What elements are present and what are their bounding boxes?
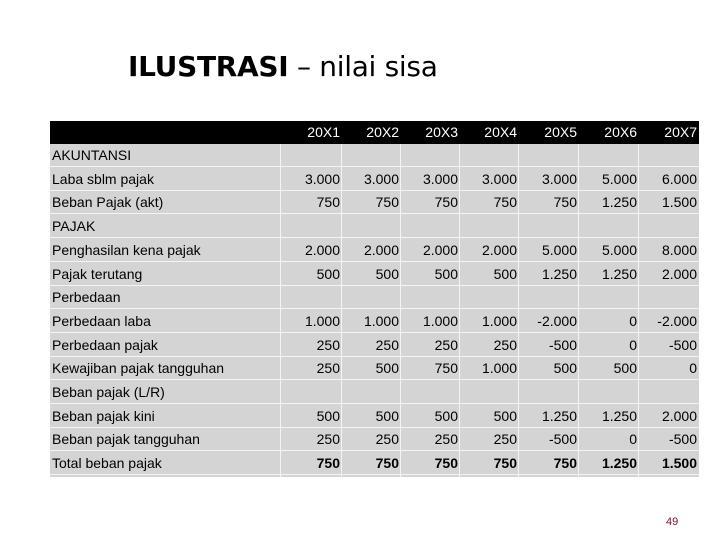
value-cell: 250 bbox=[316, 360, 340, 377]
value-cell: 5.000 bbox=[601, 170, 637, 187]
value-cell: 2.000 bbox=[661, 407, 697, 424]
row-label: Beban pajak kini bbox=[52, 407, 155, 424]
table-row bbox=[50, 405, 699, 428]
value-cell: 0 bbox=[629, 431, 637, 448]
value-cell: 750 bbox=[316, 455, 340, 472]
row-label: Laba sblm pajak bbox=[52, 170, 154, 187]
value-cell: -500 bbox=[668, 431, 697, 448]
section-header-row bbox=[50, 381, 699, 404]
value-cell: 3.000 bbox=[304, 170, 340, 187]
value-cell: 750 bbox=[553, 455, 577, 472]
value-cell: 6.000 bbox=[661, 170, 697, 187]
value-cell: 250 bbox=[434, 336, 458, 353]
value-cell: 750 bbox=[375, 194, 399, 211]
tax-illustration-table bbox=[50, 121, 699, 477]
row-label: Perbedaan laba bbox=[52, 312, 151, 329]
row-label: Pajak terutang bbox=[52, 265, 143, 282]
value-cell: -500 bbox=[668, 336, 697, 353]
value-cell: 1.000 bbox=[304, 312, 340, 329]
row-label: Perbedaan pajak bbox=[52, 336, 158, 353]
value-cell: 750 bbox=[493, 194, 517, 211]
value-cell: 2.000 bbox=[304, 241, 340, 258]
table-row bbox=[50, 310, 699, 333]
value-cell: 1.250 bbox=[541, 407, 577, 424]
column-header: 20X1 bbox=[307, 124, 340, 140]
value-cell: 1.500 bbox=[661, 455, 697, 472]
table-row bbox=[50, 191, 699, 214]
value-cell: 1.250 bbox=[601, 455, 637, 472]
value-cell: 500 bbox=[613, 360, 637, 377]
row-label: Beban pajak tangguhan bbox=[52, 431, 200, 448]
value-cell: -2.000 bbox=[537, 312, 577, 329]
value-cell: 1.000 bbox=[363, 312, 399, 329]
table-row bbox=[50, 428, 699, 451]
value-cell: 500 bbox=[375, 360, 399, 377]
title-sub: – nilai sisa bbox=[288, 50, 438, 83]
row-label: Total beban pajak bbox=[52, 455, 162, 472]
value-cell: 0 bbox=[689, 360, 697, 377]
column-header: 20X4 bbox=[484, 124, 517, 140]
value-cell: 1.250 bbox=[601, 265, 637, 282]
slide-title bbox=[128, 50, 438, 83]
column-header: 20X7 bbox=[664, 124, 697, 140]
section-label: PAJAK bbox=[52, 218, 96, 235]
value-cell: 750 bbox=[434, 194, 458, 211]
column-header: 20X2 bbox=[366, 124, 399, 140]
value-cell: 500 bbox=[553, 360, 577, 377]
row-label: Kewajiban pajak tangguhan bbox=[52, 360, 225, 377]
value-cell: 250 bbox=[375, 336, 399, 353]
value-cell: 8.000 bbox=[661, 241, 697, 258]
value-cell: 500 bbox=[375, 407, 399, 424]
table-row bbox=[50, 452, 699, 475]
table-row bbox=[50, 263, 699, 286]
value-cell: 750 bbox=[316, 194, 340, 211]
value-cell: 500 bbox=[316, 407, 340, 424]
value-cell: 250 bbox=[493, 431, 517, 448]
value-cell: 500 bbox=[316, 265, 340, 282]
section-header-row bbox=[50, 144, 699, 167]
page-number: 49 bbox=[666, 516, 679, 528]
value-cell: -2.000 bbox=[657, 312, 697, 329]
value-cell: 3.000 bbox=[481, 170, 517, 187]
section-header-row bbox=[50, 215, 699, 238]
value-cell: 250 bbox=[434, 431, 458, 448]
column-header: 20X3 bbox=[425, 124, 458, 140]
value-cell: 5.000 bbox=[601, 241, 637, 258]
value-cell: 500 bbox=[434, 265, 458, 282]
column-header: 20X6 bbox=[604, 124, 637, 140]
value-cell: 500 bbox=[493, 407, 517, 424]
value-cell: 1.000 bbox=[481, 360, 517, 377]
value-cell: 500 bbox=[434, 407, 458, 424]
value-cell: -500 bbox=[548, 431, 577, 448]
value-cell: 0 bbox=[629, 336, 637, 353]
value-cell: 500 bbox=[375, 265, 399, 282]
value-cell: 1.250 bbox=[601, 407, 637, 424]
value-cell: 1.250 bbox=[601, 194, 637, 211]
row-label: Beban Pajak (akt) bbox=[52, 194, 164, 211]
table-row bbox=[50, 334, 699, 357]
value-cell: 1.000 bbox=[422, 312, 458, 329]
table-header-row bbox=[50, 121, 699, 144]
section-label: AKUNTANSI bbox=[52, 147, 132, 163]
value-cell: 3.000 bbox=[422, 170, 458, 187]
title-main: ILUSTRASI bbox=[128, 50, 289, 83]
table-row bbox=[50, 239, 699, 262]
value-cell: 2.000 bbox=[422, 241, 458, 258]
value-cell: 250 bbox=[316, 336, 340, 353]
value-cell: 3.000 bbox=[541, 170, 577, 187]
value-cell: 1.250 bbox=[541, 265, 577, 282]
value-cell: 2.000 bbox=[481, 241, 517, 258]
value-cell: 3.000 bbox=[363, 170, 399, 187]
value-cell: 250 bbox=[493, 336, 517, 353]
value-cell: 750 bbox=[493, 455, 517, 472]
value-cell: 750 bbox=[553, 194, 577, 211]
value-cell: 1.000 bbox=[481, 312, 517, 329]
value-cell: 2.000 bbox=[661, 265, 697, 282]
table-row bbox=[50, 357, 699, 380]
value-cell: 2.000 bbox=[363, 241, 399, 258]
value-cell: -500 bbox=[548, 336, 577, 353]
section-label: Beban pajak (L/R) bbox=[52, 384, 165, 400]
value-cell: 750 bbox=[375, 455, 399, 472]
section-header-row bbox=[50, 286, 699, 309]
value-cell: 5.000 bbox=[541, 241, 577, 258]
value-cell: 750 bbox=[434, 455, 458, 472]
value-cell: 500 bbox=[493, 265, 517, 282]
value-cell: 250 bbox=[316, 431, 340, 448]
row-label: Penghasilan kena pajak bbox=[52, 241, 201, 258]
table-row bbox=[50, 168, 699, 191]
section-label: Perbedaan bbox=[52, 289, 121, 306]
value-cell: 1.500 bbox=[661, 194, 697, 211]
value-cell: 250 bbox=[375, 431, 399, 448]
value-cell: 0 bbox=[629, 312, 637, 329]
value-cell: 750 bbox=[434, 360, 458, 377]
column-header: 20X5 bbox=[544, 124, 577, 140]
